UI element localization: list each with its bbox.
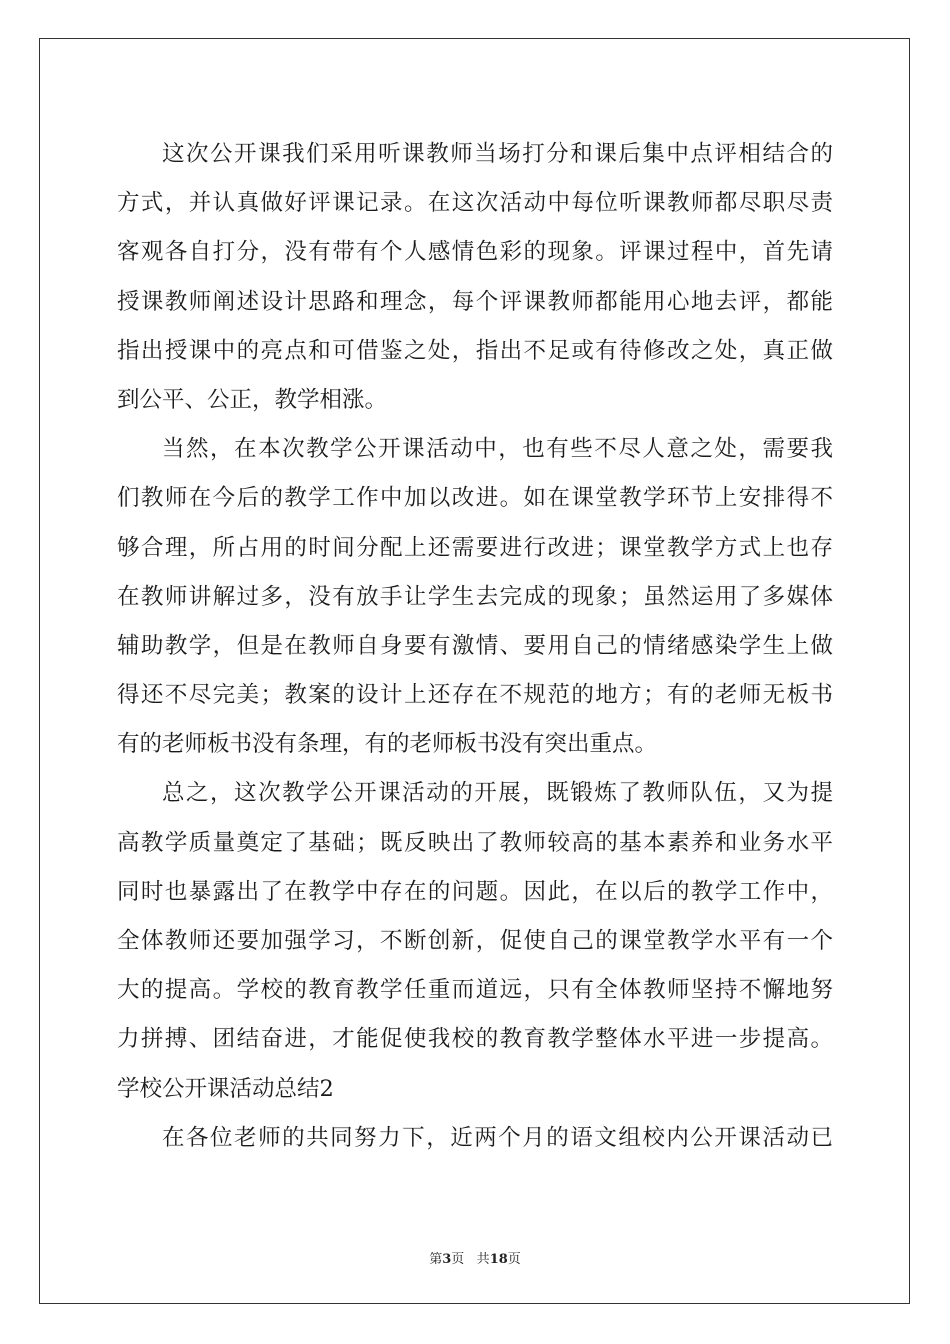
footer-page-prefix: 第 <box>429 1252 443 1267</box>
text-line: 们教师在今后的教学工作中加以改进。如在课堂教学环节上安排得不 <box>117 485 833 512</box>
text-line: 辅助教学，但是在教师自身要有激情、要用自己的情绪感染学生上做 <box>117 632 833 659</box>
footer-total-pages: 18 <box>489 1252 508 1267</box>
text-line: 有的老师板书没有条理，有的老师板书没有突出重点。 <box>117 731 658 758</box>
text-line: 授课教师阐述设计思路和理念，每个评课教师都能用心地去评，都能 <box>117 288 833 315</box>
text-line: 在教师讲解过多，没有放手让学生去完成的现象；虽然运用了多媒体 <box>117 583 833 610</box>
text-line: 方式，并认真做好评课记录。在这次活动中每位听课教师都尽职尽责 <box>117 190 833 217</box>
page-footer <box>0 1248 950 1267</box>
document-body <box>117 130 833 1163</box>
text-line: 这次公开课我们采用听课教师当场打分和课后集中点评相结合的 <box>162 141 833 167</box>
text-line: 得还不尽完美；教案的设计上还存在不规范的地方；有的老师无板书 <box>117 682 833 709</box>
footer-total-prefix: 共 <box>476 1252 490 1267</box>
text-line: 同时也暴露出了在教学中存在的问题。因此，在以后的教学工作中， <box>117 878 833 905</box>
text-line: 到公平、公正，教学相涨。 <box>117 386 388 413</box>
section-heading: 学校公开课活动总结2 <box>117 1075 334 1102</box>
footer-page-suffix: 页 <box>451 1252 465 1267</box>
footer-total-suffix: 页 <box>507 1252 521 1267</box>
text-line: 客观各自打分，没有带有个人感情色彩的现象。评课过程中，首先请 <box>117 239 833 266</box>
text-line: 当然，在本次教学公开课活动中，也有些不尽人意之处，需要我 <box>162 436 833 463</box>
text-line: 指出授课中的亮点和可借鉴之处，指出不足或有待修改之处，真正做 <box>117 337 833 364</box>
text-line: 全体教师还要加强学习，不断创新，促使自己的课堂教学水平有一个 <box>117 928 833 954</box>
text-line: 力拼搏、团结奋进，才能促使我校的教育教学整体水平进一步提高。 <box>117 1026 833 1053</box>
text-line: 总之，这次教学公开课活动的开展，既锻炼了教师队伍，又为提 <box>162 780 833 807</box>
footer-page-number: 3 <box>442 1252 452 1267</box>
text-line: 够合理，所占用的时间分配上还需要进行改进；课堂教学方式上也存 <box>117 534 833 561</box>
text-line: 高教学质量奠定了基础；既反映出了教师较高的基本素养和业务水平 <box>117 829 833 856</box>
text-line: 在各位老师的共同努力下，近两个月的语文组校内公开课活动已 <box>162 1124 833 1151</box>
text-line: 大的提高。学校的教育教学任重而道远，只有全体教师坚持不懈地努 <box>117 977 833 1004</box>
